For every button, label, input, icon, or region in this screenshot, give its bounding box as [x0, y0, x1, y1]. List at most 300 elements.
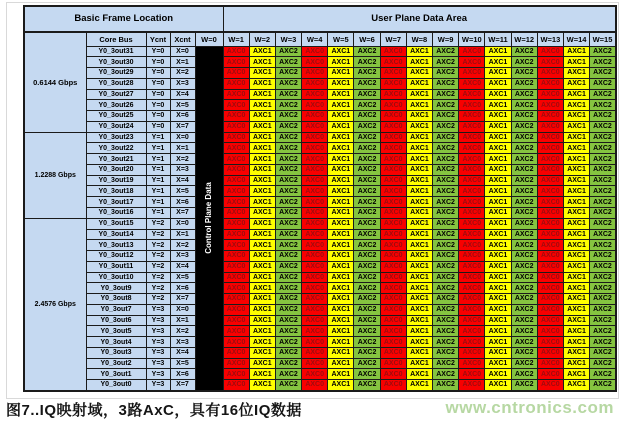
- table-row: [24, 154, 616, 165]
- xcnt-cell: X=5: [170, 186, 195, 197]
- axc-cell-axc0: AXC0: [302, 304, 328, 315]
- axc-cell-axc1: AXC1: [249, 358, 275, 369]
- axc-cell-axc1: AXC1: [328, 218, 354, 229]
- axc-cell-axc2: AXC2: [511, 143, 537, 154]
- ycnt-cell: Y=3: [146, 380, 170, 391]
- axc-cell-axc0: AXC0: [380, 89, 406, 100]
- axc-cell-axc2: AXC2: [354, 111, 380, 122]
- axc-cell-axc0: AXC0: [302, 283, 328, 294]
- core-bus-cell: Y0_3out5: [86, 326, 146, 337]
- axc-cell-axc0: AXC0: [223, 100, 249, 111]
- ycnt-cell: Y=2: [146, 218, 170, 229]
- user-plane-data-area-header: User Plane Data Area: [223, 6, 616, 32]
- axc-cell-axc0: AXC0: [537, 315, 563, 326]
- axc-cell-axc0: AXC0: [459, 121, 485, 132]
- axc-cell-axc0: AXC0: [537, 197, 563, 208]
- axc-cell-axc0: AXC0: [223, 358, 249, 369]
- axc-cell-axc2: AXC2: [354, 164, 380, 175]
- axc-cell-axc0: AXC0: [380, 186, 406, 197]
- axc-cell-axc0: AXC0: [380, 154, 406, 165]
- axc-cell-axc1: AXC1: [406, 251, 432, 262]
- axc-cell-axc1: AXC1: [249, 89, 275, 100]
- table-row: [24, 100, 616, 111]
- axc-cell-axc0: AXC0: [302, 111, 328, 122]
- axc-cell-axc1: AXC1: [406, 164, 432, 175]
- axc-cell-axc1: AXC1: [563, 89, 589, 100]
- axc-cell-axc0: AXC0: [537, 337, 563, 348]
- axc-cell-axc2: AXC2: [433, 143, 459, 154]
- axc-cell-axc2: AXC2: [511, 68, 537, 79]
- axc-cell-axc2: AXC2: [590, 154, 616, 165]
- axc-cell-axc0: AXC0: [302, 337, 328, 348]
- axc-cell-axc2: AXC2: [275, 218, 301, 229]
- ycnt-cell: Y=2: [146, 261, 170, 272]
- axc-cell-axc2: AXC2: [354, 78, 380, 89]
- axc-cell-axc1: AXC1: [328, 240, 354, 251]
- axc-cell-axc0: AXC0: [302, 326, 328, 337]
- axc-cell-axc1: AXC1: [563, 46, 589, 57]
- col-header-w8: W=8: [406, 32, 432, 46]
- axc-cell-axc0: AXC0: [459, 380, 485, 391]
- axc-cell-axc1: AXC1: [485, 164, 511, 175]
- axc-cell-axc2: AXC2: [354, 326, 380, 337]
- table-column-headers: [24, 32, 616, 46]
- axc-cell-axc2: AXC2: [433, 326, 459, 337]
- axc-cell-axc2: AXC2: [275, 111, 301, 122]
- table-row: [24, 272, 616, 283]
- table-row: [24, 251, 616, 262]
- axc-cell-axc1: AXC1: [485, 100, 511, 111]
- axc-cell-axc1: AXC1: [406, 380, 432, 391]
- axc-cell-axc0: AXC0: [302, 294, 328, 305]
- axc-cell-axc2: AXC2: [275, 121, 301, 132]
- xcnt-cell: X=0: [170, 218, 195, 229]
- axc-cell-axc2: AXC2: [354, 121, 380, 132]
- axc-cell-axc2: AXC2: [275, 68, 301, 79]
- axc-cell-axc2: AXC2: [590, 68, 616, 79]
- ycnt-cell: Y=0: [146, 57, 170, 68]
- axc-cell-axc0: AXC0: [459, 143, 485, 154]
- axc-cell-axc1: AXC1: [328, 121, 354, 132]
- axc-cell-axc0: AXC0: [537, 304, 563, 315]
- axc-cell-axc2: AXC2: [511, 294, 537, 305]
- axc-cell-axc2: AXC2: [590, 326, 616, 337]
- axc-cell-axc0: AXC0: [380, 261, 406, 272]
- axc-cell-axc0: AXC0: [223, 272, 249, 283]
- xcnt-cell: X=3: [170, 337, 195, 348]
- axc-cell-axc0: AXC0: [302, 186, 328, 197]
- axc-cell-axc1: AXC1: [328, 326, 354, 337]
- axc-cell-axc0: AXC0: [537, 143, 563, 154]
- axc-cell-axc1: AXC1: [485, 261, 511, 272]
- axc-cell-axc1: AXC1: [406, 315, 432, 326]
- axc-cell-axc0: AXC0: [537, 100, 563, 111]
- axc-cell-axc0: AXC0: [380, 111, 406, 122]
- axc-cell-axc2: AXC2: [275, 283, 301, 294]
- axc-cell-axc0: AXC0: [380, 326, 406, 337]
- axc-cell-axc1: AXC1: [328, 347, 354, 358]
- col-header-w10: W=10: [459, 32, 485, 46]
- core-bus-cell: Y0_3out4: [86, 337, 146, 348]
- axc-cell-axc2: AXC2: [275, 164, 301, 175]
- axc-cell-axc2: AXC2: [354, 294, 380, 305]
- axc-cell-axc0: AXC0: [223, 57, 249, 68]
- axc-cell-axc1: AXC1: [406, 78, 432, 89]
- axc-cell-axc2: AXC2: [511, 175, 537, 186]
- axc-cell-axc1: AXC1: [328, 380, 354, 391]
- axc-cell-axc1: AXC1: [563, 175, 589, 186]
- axc-cell-axc0: AXC0: [459, 261, 485, 272]
- axc-cell-axc0: AXC0: [537, 111, 563, 122]
- axc-cell-axc0: AXC0: [380, 218, 406, 229]
- axc-cell-axc0: AXC0: [223, 207, 249, 218]
- col-header-w4: W=4: [302, 32, 328, 46]
- axc-cell-axc0: AXC0: [459, 207, 485, 218]
- axc-cell-axc2: AXC2: [275, 143, 301, 154]
- axc-cell-axc0: AXC0: [537, 326, 563, 337]
- axc-cell-axc0: AXC0: [223, 304, 249, 315]
- axc-cell-axc1: AXC1: [328, 261, 354, 272]
- xcnt-cell: X=5: [170, 358, 195, 369]
- axc-cell-axc1: AXC1: [249, 251, 275, 262]
- axc-cell-axc0: AXC0: [459, 272, 485, 283]
- axc-cell-axc0: AXC0: [537, 358, 563, 369]
- axc-cell-axc2: AXC2: [511, 358, 537, 369]
- axc-cell-axc0: AXC0: [302, 315, 328, 326]
- axc-cell-axc0: AXC0: [537, 207, 563, 218]
- axc-cell-axc0: AXC0: [537, 154, 563, 165]
- axc-cell-axc2: AXC2: [275, 347, 301, 358]
- ycnt-cell: Y=3: [146, 358, 170, 369]
- axc-cell-axc1: AXC1: [563, 207, 589, 218]
- axc-cell-axc0: AXC0: [459, 186, 485, 197]
- axc-cell-axc1: AXC1: [249, 240, 275, 251]
- axc-cell-axc1: AXC1: [563, 164, 589, 175]
- xcnt-cell: X=4: [170, 175, 195, 186]
- axc-cell-axc1: AXC1: [485, 89, 511, 100]
- axc-cell-axc1: AXC1: [249, 132, 275, 143]
- axc-cell-axc0: AXC0: [459, 240, 485, 251]
- axc-cell-axc1: AXC1: [485, 175, 511, 186]
- axc-cell-axc0: AXC0: [302, 358, 328, 369]
- axc-cell-axc0: AXC0: [380, 57, 406, 68]
- xcnt-cell: X=7: [170, 207, 195, 218]
- axc-cell-axc1: AXC1: [563, 68, 589, 79]
- axc-cell-axc0: AXC0: [459, 197, 485, 208]
- axc-cell-axc1: AXC1: [249, 121, 275, 132]
- axc-cell-axc1: AXC1: [249, 347, 275, 358]
- col-header-w15: W=15: [590, 32, 616, 46]
- table-row: [24, 89, 616, 100]
- axc-cell-axc2: AXC2: [275, 175, 301, 186]
- axc-cell-axc0: AXC0: [302, 207, 328, 218]
- axc-cell-axc0: AXC0: [459, 294, 485, 305]
- axc-cell-axc0: AXC0: [380, 294, 406, 305]
- axc-cell-axc2: AXC2: [511, 229, 537, 240]
- ycnt-cell: Y=0: [146, 46, 170, 57]
- axc-cell-axc1: AXC1: [563, 369, 589, 380]
- axc-cell-axc1: AXC1: [328, 89, 354, 100]
- axc-cell-axc2: AXC2: [433, 261, 459, 272]
- ycnt-cell: Y=3: [146, 347, 170, 358]
- axc-cell-axc1: AXC1: [563, 358, 589, 369]
- axc-cell-axc1: AXC1: [485, 294, 511, 305]
- axc-cell-axc2: AXC2: [590, 121, 616, 132]
- axc-cell-axc2: AXC2: [590, 164, 616, 175]
- axc-cell-axc2: AXC2: [275, 197, 301, 208]
- rate-cell-1-2288: 1.2288 Gbps: [24, 132, 86, 218]
- table-row: [24, 315, 616, 326]
- axc-cell-axc2: AXC2: [590, 315, 616, 326]
- axc-cell-axc2: AXC2: [590, 358, 616, 369]
- xcnt-cell: X=1: [170, 143, 195, 154]
- axc-cell-axc2: AXC2: [433, 229, 459, 240]
- axc-cell-axc1: AXC1: [406, 197, 432, 208]
- axc-cell-axc2: AXC2: [354, 337, 380, 348]
- ycnt-cell: Y=0: [146, 68, 170, 79]
- axc-cell-axc1: AXC1: [563, 154, 589, 165]
- axc-cell-axc2: AXC2: [433, 175, 459, 186]
- axc-cell-axc0: AXC0: [459, 78, 485, 89]
- axc-cell-axc0: AXC0: [459, 369, 485, 380]
- table-row: [24, 240, 616, 251]
- axc-cell-axc1: AXC1: [328, 132, 354, 143]
- axc-cell-axc0: AXC0: [380, 283, 406, 294]
- ycnt-cell: Y=2: [146, 283, 170, 294]
- col-header-w9: W=9: [433, 32, 459, 46]
- axc-cell-axc0: AXC0: [380, 164, 406, 175]
- axc-cell-axc0: AXC0: [223, 121, 249, 132]
- axc-cell-axc2: AXC2: [275, 154, 301, 165]
- core-bus-cell: Y0_3out15: [86, 218, 146, 229]
- axc-cell-axc1: AXC1: [406, 207, 432, 218]
- axc-cell-axc0: AXC0: [223, 315, 249, 326]
- axc-cell-axc0: AXC0: [223, 283, 249, 294]
- axc-cell-axc0: AXC0: [223, 347, 249, 358]
- xcnt-cell: X=1: [170, 315, 195, 326]
- axc-cell-axc2: AXC2: [511, 315, 537, 326]
- axc-cell-axc2: AXC2: [511, 111, 537, 122]
- axc-cell-axc0: AXC0: [537, 251, 563, 262]
- axc-cell-axc1: AXC1: [485, 358, 511, 369]
- table-row: [24, 143, 616, 154]
- axc-cell-axc0: AXC0: [459, 337, 485, 348]
- axc-cell-axc1: AXC1: [485, 143, 511, 154]
- axc-cell-axc1: AXC1: [249, 154, 275, 165]
- core-bus-cell: Y0_3out19: [86, 175, 146, 186]
- axc-cell-axc0: AXC0: [459, 164, 485, 175]
- axc-cell-axc2: AXC2: [590, 347, 616, 358]
- xcnt-cell: X=4: [170, 261, 195, 272]
- axc-cell-axc0: AXC0: [537, 240, 563, 251]
- table-row: [24, 218, 616, 229]
- axc-cell-axc1: AXC1: [249, 143, 275, 154]
- axc-cell-axc1: AXC1: [328, 337, 354, 348]
- ycnt-cell: Y=2: [146, 229, 170, 240]
- col-header-core-bus: Core Bus: [86, 32, 146, 46]
- axc-cell-axc2: AXC2: [590, 111, 616, 122]
- axc-cell-axc2: AXC2: [433, 337, 459, 348]
- axc-cell-axc0: AXC0: [459, 229, 485, 240]
- axc-cell-axc2: AXC2: [354, 68, 380, 79]
- axc-cell-axc1: AXC1: [563, 347, 589, 358]
- axc-cell-axc2: AXC2: [275, 337, 301, 348]
- core-bus-cell: Y0_3out8: [86, 294, 146, 305]
- axc-cell-axc1: AXC1: [485, 315, 511, 326]
- axc-cell-axc0: AXC0: [380, 121, 406, 132]
- axc-cell-axc0: AXC0: [380, 272, 406, 283]
- axc-cell-axc0: AXC0: [537, 186, 563, 197]
- axc-cell-axc2: AXC2: [590, 240, 616, 251]
- rate-cell-2-4576: 2.4576 Gbps: [24, 218, 86, 390]
- col-header-xcnt: Xcnt: [170, 32, 195, 46]
- core-bus-cell: Y0_3out6: [86, 315, 146, 326]
- axc-cell-axc0: AXC0: [302, 175, 328, 186]
- axc-cell-axc2: AXC2: [354, 100, 380, 111]
- axc-cell-axc1: AXC1: [406, 347, 432, 358]
- axc-cell-axc0: AXC0: [459, 68, 485, 79]
- axc-cell-axc2: AXC2: [433, 121, 459, 132]
- axc-cell-axc0: AXC0: [459, 326, 485, 337]
- axc-cell-axc2: AXC2: [275, 261, 301, 272]
- axc-cell-axc2: AXC2: [511, 121, 537, 132]
- table-row: [24, 358, 616, 369]
- axc-cell-axc1: AXC1: [406, 175, 432, 186]
- axc-cell-axc2: AXC2: [511, 89, 537, 100]
- axc-cell-axc0: AXC0: [223, 337, 249, 348]
- axc-cell-axc1: AXC1: [406, 121, 432, 132]
- table-row: [24, 337, 616, 348]
- axc-cell-axc1: AXC1: [406, 89, 432, 100]
- table-row: [24, 229, 616, 240]
- axc-cell-axc2: AXC2: [590, 57, 616, 68]
- axc-cell-axc0: AXC0: [302, 380, 328, 391]
- axc-cell-axc1: AXC1: [249, 261, 275, 272]
- axc-cell-axc0: AXC0: [223, 154, 249, 165]
- axc-cell-axc2: AXC2: [275, 240, 301, 251]
- xcnt-cell: X=4: [170, 89, 195, 100]
- axc-cell-axc2: AXC2: [275, 315, 301, 326]
- axc-cell-axc2: AXC2: [511, 46, 537, 57]
- axc-cell-axc1: AXC1: [406, 218, 432, 229]
- core-bus-cell: Y0_3out16: [86, 207, 146, 218]
- xcnt-cell: X=7: [170, 380, 195, 391]
- axc-cell-axc2: AXC2: [511, 100, 537, 111]
- axc-cell-axc1: AXC1: [406, 57, 432, 68]
- axc-cell-axc2: AXC2: [590, 100, 616, 111]
- axc-cell-axc1: AXC1: [485, 369, 511, 380]
- axc-cell-axc2: AXC2: [354, 132, 380, 143]
- core-bus-cell: Y0_3out21: [86, 154, 146, 165]
- axc-cell-axc0: AXC0: [302, 197, 328, 208]
- axc-cell-axc0: AXC0: [302, 78, 328, 89]
- axc-cell-axc1: AXC1: [563, 218, 589, 229]
- axc-cell-axc2: AXC2: [354, 347, 380, 358]
- axc-cell-axc2: AXC2: [511, 240, 537, 251]
- axc-cell-axc2: AXC2: [590, 337, 616, 348]
- axc-cell-axc2: AXC2: [590, 251, 616, 262]
- ycnt-cell: Y=3: [146, 337, 170, 348]
- axc-cell-axc0: AXC0: [380, 132, 406, 143]
- axc-cell-axc0: AXC0: [380, 380, 406, 391]
- axc-cell-axc1: AXC1: [328, 143, 354, 154]
- axc-cell-axc1: AXC1: [563, 111, 589, 122]
- axc-cell-axc2: AXC2: [275, 207, 301, 218]
- axc-cell-axc1: AXC1: [485, 229, 511, 240]
- axc-cell-axc0: AXC0: [459, 315, 485, 326]
- axc-cell-axc2: AXC2: [511, 251, 537, 262]
- axc-cell-axc2: AXC2: [354, 229, 380, 240]
- axc-cell-axc1: AXC1: [328, 229, 354, 240]
- core-bus-cell: Y0_3out23: [86, 132, 146, 143]
- axc-cell-axc2: AXC2: [275, 304, 301, 315]
- axc-cell-axc2: AXC2: [433, 347, 459, 358]
- ycnt-cell: Y=1: [146, 164, 170, 175]
- axc-cell-axc2: AXC2: [354, 143, 380, 154]
- core-bus-cell: Y0_3out26: [86, 100, 146, 111]
- xcnt-cell: X=3: [170, 78, 195, 89]
- core-bus-cell: Y0_3out28: [86, 78, 146, 89]
- axc-cell-axc2: AXC2: [511, 326, 537, 337]
- axc-cell-axc2: AXC2: [433, 358, 459, 369]
- axc-cell-axc1: AXC1: [328, 164, 354, 175]
- axc-cell-axc0: AXC0: [459, 283, 485, 294]
- axc-cell-axc1: AXC1: [328, 154, 354, 165]
- axc-cell-axc2: AXC2: [354, 240, 380, 251]
- ycnt-cell: Y=0: [146, 121, 170, 132]
- axc-cell-axc0: AXC0: [537, 121, 563, 132]
- axc-cell-axc0: AXC0: [380, 78, 406, 89]
- axc-cell-axc2: AXC2: [590, 283, 616, 294]
- axc-cell-axc2: AXC2: [433, 272, 459, 283]
- axc-cell-axc2: AXC2: [590, 197, 616, 208]
- axc-cell-axc2: AXC2: [275, 369, 301, 380]
- axc-cell-axc1: AXC1: [485, 154, 511, 165]
- axc-cell-axc0: AXC0: [223, 326, 249, 337]
- axc-cell-axc1: AXC1: [249, 197, 275, 208]
- table-row: [24, 111, 616, 122]
- axc-cell-axc1: AXC1: [328, 100, 354, 111]
- axc-cell-axc1: AXC1: [406, 358, 432, 369]
- col-header-w0: W=0: [195, 32, 223, 46]
- axc-cell-axc0: AXC0: [223, 132, 249, 143]
- axc-cell-axc0: AXC0: [223, 175, 249, 186]
- axc-cell-axc1: AXC1: [563, 132, 589, 143]
- axc-cell-axc2: AXC2: [275, 294, 301, 305]
- xcnt-cell: X=6: [170, 111, 195, 122]
- ycnt-cell: Y=0: [146, 100, 170, 111]
- axc-cell-axc2: AXC2: [511, 207, 537, 218]
- axc-cell-axc0: AXC0: [380, 175, 406, 186]
- axc-cell-axc1: AXC1: [563, 197, 589, 208]
- axc-cell-axc2: AXC2: [511, 337, 537, 348]
- axc-cell-axc0: AXC0: [302, 164, 328, 175]
- axc-cell-axc1: AXC1: [406, 261, 432, 272]
- ycnt-cell: Y=3: [146, 326, 170, 337]
- xcnt-cell: X=4: [170, 347, 195, 358]
- core-bus-cell: Y0_3out2: [86, 358, 146, 369]
- core-bus-cell: Y0_3out11: [86, 261, 146, 272]
- xcnt-cell: X=0: [170, 46, 195, 57]
- axc-cell-axc2: AXC2: [354, 272, 380, 283]
- axc-cell-axc2: AXC2: [590, 218, 616, 229]
- control-plane-data-column: [195, 46, 223, 391]
- axc-cell-axc2: AXC2: [354, 175, 380, 186]
- axc-cell-axc0: AXC0: [537, 164, 563, 175]
- axc-cell-axc1: AXC1: [249, 380, 275, 391]
- axc-cell-axc1: AXC1: [563, 326, 589, 337]
- axc-cell-axc1: AXC1: [406, 337, 432, 348]
